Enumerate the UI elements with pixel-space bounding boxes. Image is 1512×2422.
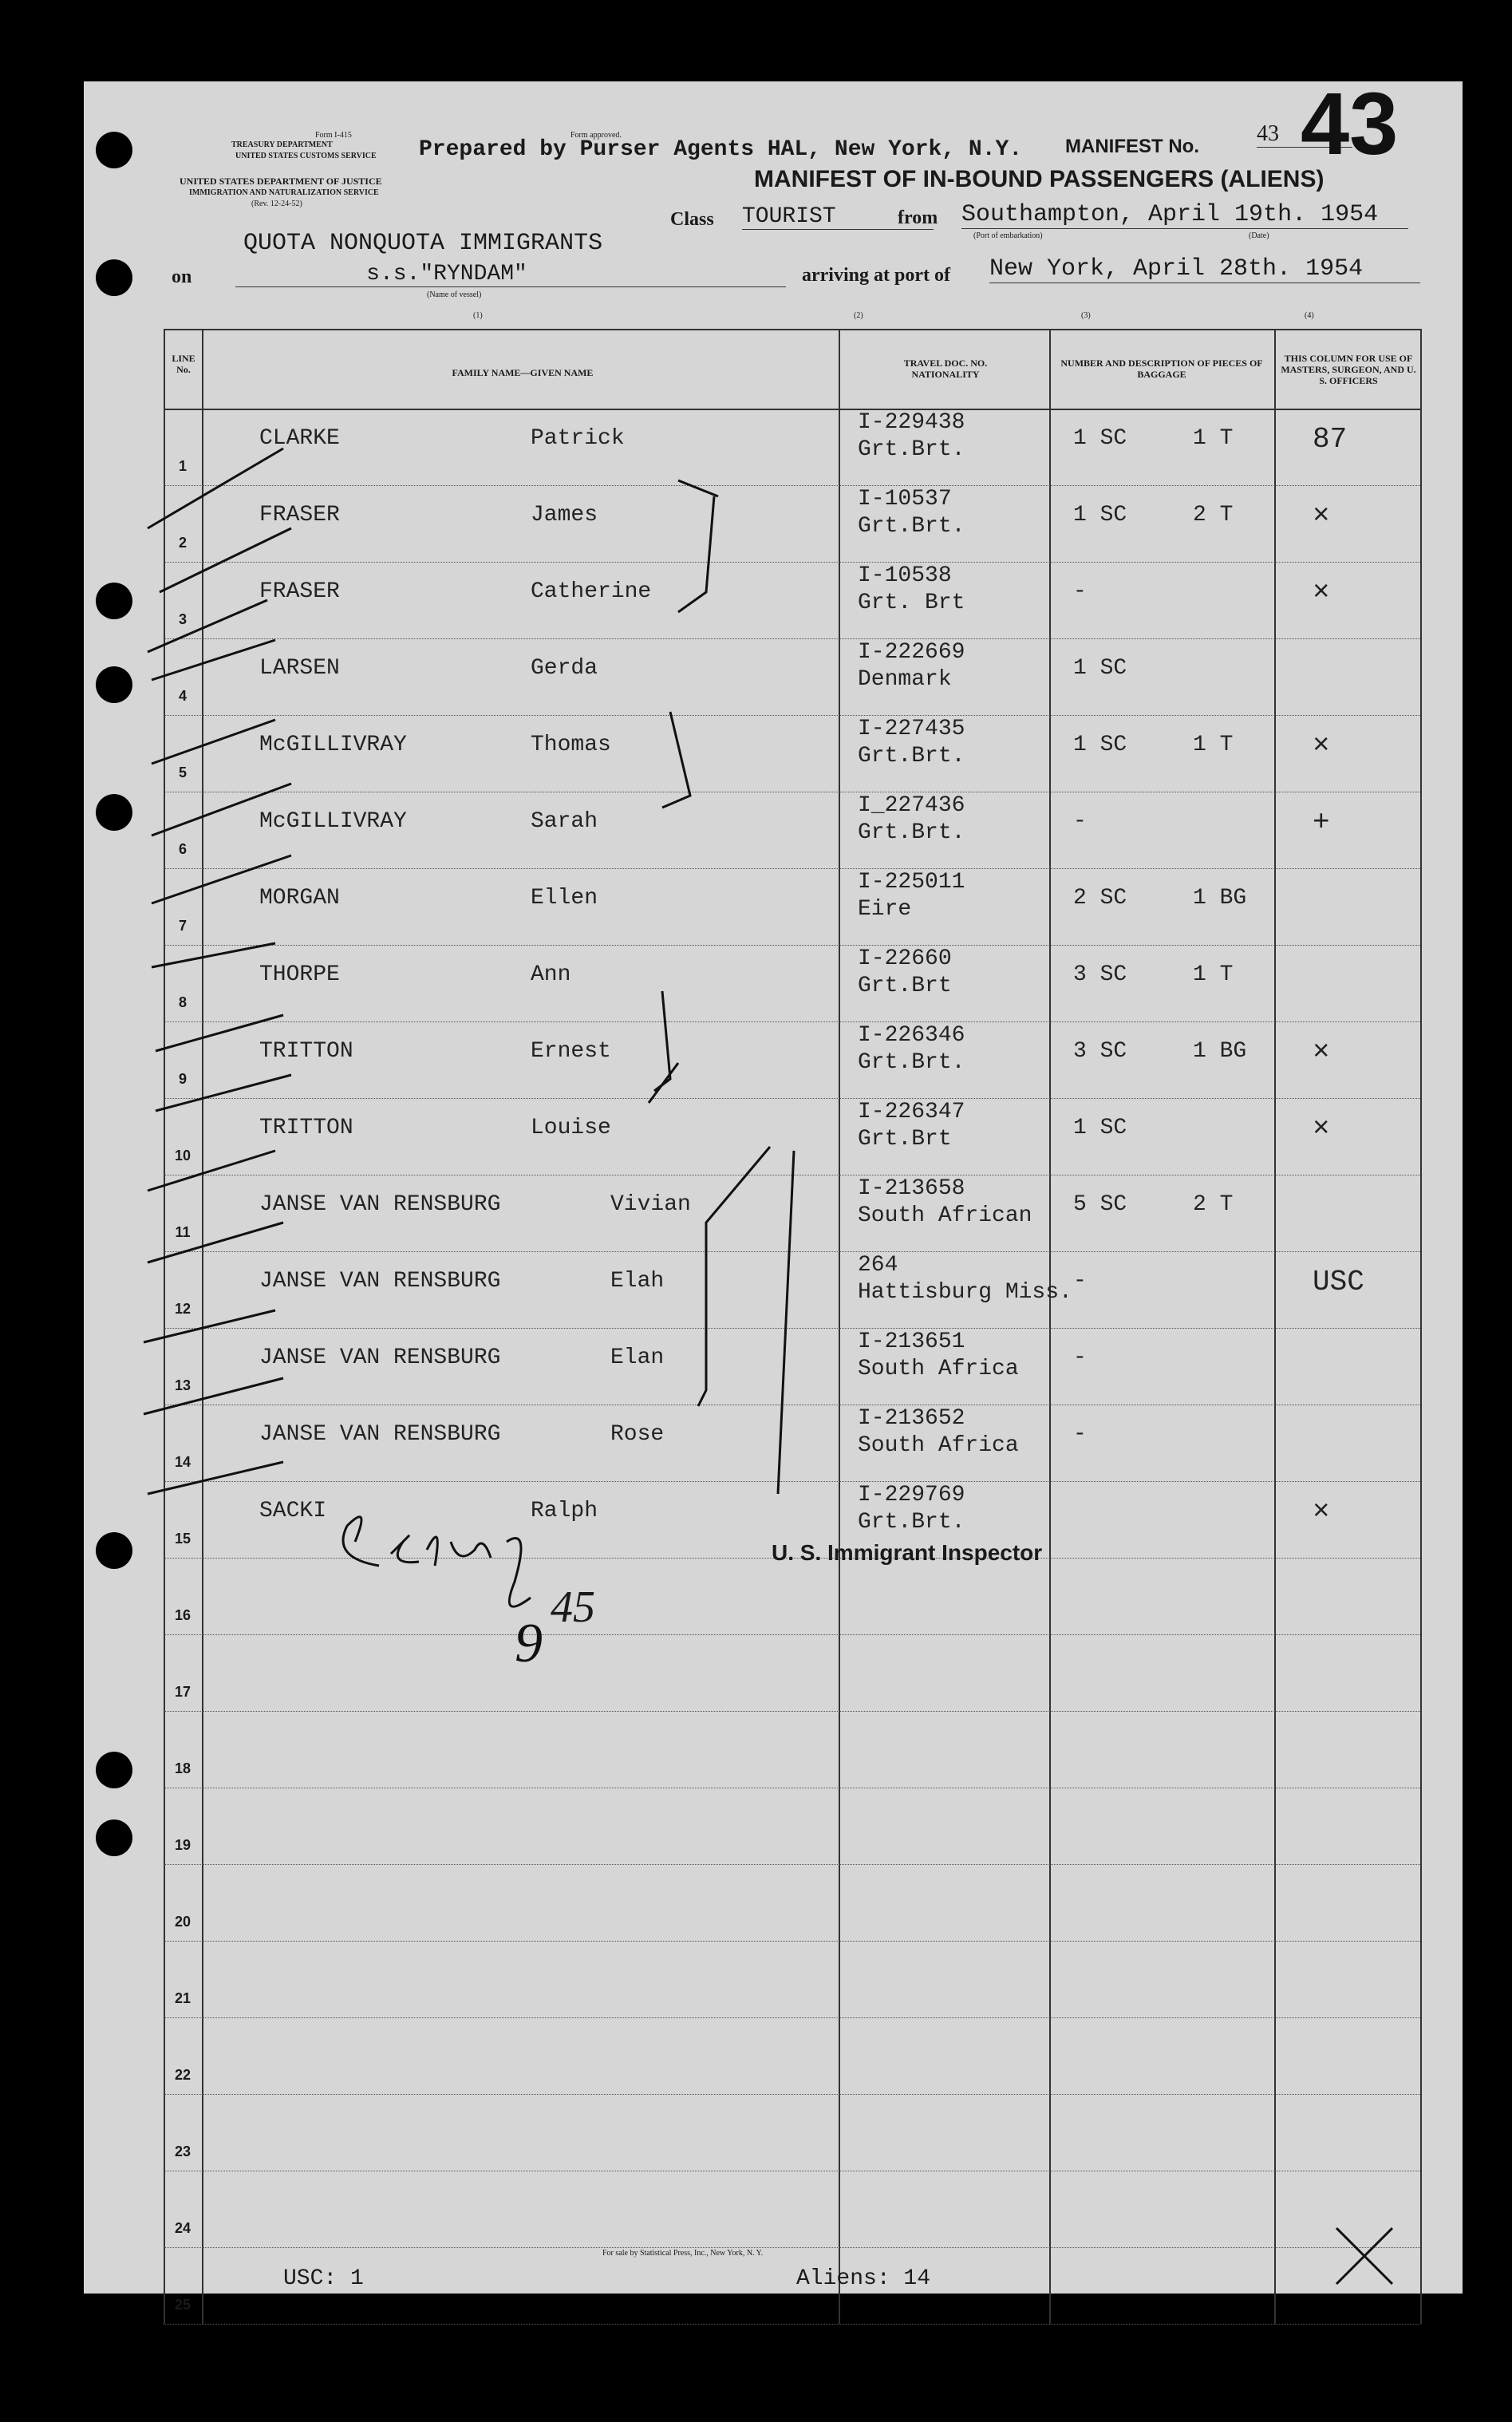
punch-hole bbox=[96, 1752, 132, 1788]
nationality: South Africa bbox=[858, 1433, 1019, 1458]
travel-doc-number: I-213651 bbox=[858, 1330, 965, 1354]
class-value: TOURIST bbox=[742, 204, 934, 230]
line-number: 18 bbox=[174, 1760, 191, 1776]
punch-hole bbox=[96, 259, 132, 296]
nationality: Grt.Brt bbox=[858, 974, 952, 998]
given-name: Ann bbox=[531, 962, 571, 987]
family-name: FRASER bbox=[259, 503, 340, 527]
nationality: Grt.Brt. bbox=[858, 820, 965, 845]
col-num-2: (2) bbox=[854, 311, 863, 320]
family-name: McGILLIVRAY bbox=[259, 809, 407, 834]
nationality: Eire bbox=[858, 897, 912, 922]
manifest-title: MANIFEST OF IN-BOUND PASSENGERS (ALIENS) bbox=[754, 166, 1324, 192]
travel-doc-number: I-229438 bbox=[858, 410, 965, 435]
line-number: 19 bbox=[174, 1837, 191, 1853]
given-name: James bbox=[531, 503, 598, 527]
travel-doc-number: I-229769 bbox=[858, 1483, 965, 1507]
punch-hole bbox=[96, 1819, 132, 1856]
family-name: MORGAN bbox=[259, 886, 340, 911]
manifest-label: MANIFEST No. bbox=[1065, 136, 1199, 157]
baggage-pieces: 1 SC bbox=[1073, 426, 1127, 451]
officer-mark: + bbox=[1313, 806, 1330, 839]
punch-hole bbox=[96, 583, 132, 619]
aliens-count: Aliens: 14 bbox=[796, 2266, 931, 2291]
baggage-pieces: 1 SC bbox=[1073, 733, 1127, 757]
arriving-label: arriving at port of bbox=[802, 265, 950, 286]
given-name: Catherine bbox=[531, 579, 652, 604]
line-number: 24 bbox=[174, 2220, 191, 2236]
travel-doc-number: I-213652 bbox=[858, 1406, 965, 1431]
baggage-pieces: 1 SC bbox=[1073, 503, 1127, 527]
nationality: South African bbox=[858, 1203, 1032, 1228]
family-name: JANSE VAN RENSBURG bbox=[259, 1192, 501, 1217]
family-name: SACKI bbox=[259, 1499, 327, 1523]
quota-heading: QUOTA NONQUOTA IMMIGRANTS bbox=[243, 230, 603, 257]
page-number-stamp: 43 bbox=[1301, 75, 1399, 173]
family-name: TRITTON bbox=[259, 1116, 353, 1140]
nationality: South Africa bbox=[858, 1357, 1019, 1381]
nationality: Grt.Brt. bbox=[858, 1050, 965, 1075]
baggage-description: 2 T bbox=[1193, 503, 1234, 527]
officer-mark: USC bbox=[1313, 1266, 1364, 1298]
line-number: 22 bbox=[174, 2067, 191, 2083]
family-name: TRITTON bbox=[259, 1039, 353, 1064]
line-number: 20 bbox=[174, 1914, 191, 1930]
travel-doc-number: I-222669 bbox=[858, 640, 965, 665]
handwritten-time: 45 bbox=[551, 1582, 595, 1632]
line-number: 25 bbox=[174, 2297, 191, 2313]
row-rule bbox=[164, 2324, 1420, 2325]
header-line-no: LINE No. bbox=[172, 353, 195, 375]
port-embarkation-label: (Port of embarkation) bbox=[973, 231, 1043, 240]
punch-hole bbox=[96, 1532, 132, 1569]
line-number: 12 bbox=[174, 1301, 191, 1317]
baggage-pieces: 2 SC bbox=[1073, 886, 1127, 911]
baggage-description: 1 BG bbox=[1193, 886, 1247, 911]
officer-mark: × bbox=[1313, 576, 1330, 609]
manifest-number: 43 bbox=[1257, 121, 1352, 148]
family-name: McGILLIVRAY bbox=[259, 733, 407, 757]
prepared-by: Prepared by Purser Agents HAL, New York, N.Y. bbox=[419, 137, 1023, 162]
baggage-pieces: 3 SC bbox=[1073, 1039, 1127, 1064]
nationality: Hattisburg Miss. bbox=[858, 1280, 1072, 1305]
col-num-1: (1) bbox=[473, 311, 483, 320]
baggage-pieces: 3 SC bbox=[1073, 962, 1127, 987]
line-number: 23 bbox=[174, 2143, 191, 2159]
nationality: Grt.Brt. bbox=[858, 1510, 965, 1535]
officer-mark: × bbox=[1313, 1112, 1330, 1145]
family-name: FRASER bbox=[259, 579, 340, 604]
revision: (Rev. 12-24-52) bbox=[251, 200, 302, 208]
nationality: Denmark bbox=[858, 667, 952, 692]
punch-hole bbox=[96, 666, 132, 703]
baggage-description: 1 T bbox=[1193, 733, 1234, 757]
family-name: JANSE VAN RENSBURG bbox=[259, 1422, 501, 1447]
from-label: from bbox=[898, 207, 938, 228]
given-name: Ellen bbox=[531, 886, 598, 911]
travel-doc-number: I-225011 bbox=[858, 870, 965, 895]
arriving-value: New York, April 28th. 1954 bbox=[989, 255, 1420, 283]
line-number: 5 bbox=[178, 765, 187, 780]
printer-credit: For sale by Statistical Press, Inc., New York, N. Y. bbox=[602, 2249, 764, 2258]
class-label: Class bbox=[670, 209, 714, 230]
line-number: 8 bbox=[178, 994, 187, 1010]
line-number: 10 bbox=[174, 1148, 191, 1164]
officer-mark: × bbox=[1313, 1036, 1330, 1069]
given-name: Sarah bbox=[531, 809, 598, 834]
header-name: FAMILY NAME—GIVEN NAME bbox=[452, 367, 594, 378]
officer-mark: × bbox=[1313, 500, 1330, 532]
travel-doc-number: I-10538 bbox=[858, 563, 952, 588]
line-number: 17 bbox=[174, 1684, 191, 1700]
dept-justice: UNITED STATES DEPARTMENT OF JUSTICE bbox=[180, 176, 382, 187]
line-number: 11 bbox=[175, 1224, 191, 1240]
given-name: Gerda bbox=[531, 656, 598, 681]
travel-doc-number: I-227435 bbox=[858, 717, 965, 741]
nationality: Grt.Brt bbox=[858, 1127, 952, 1152]
line-number: 13 bbox=[174, 1377, 191, 1393]
given-name: Louise bbox=[531, 1116, 611, 1140]
punch-hole bbox=[96, 794, 132, 831]
baggage-pieces: - bbox=[1073, 579, 1087, 604]
on-label: on bbox=[172, 267, 192, 287]
svg-text:9: 9 bbox=[515, 1613, 543, 1674]
travel-doc-number: I_227436 bbox=[858, 793, 965, 818]
travel-doc-number: I-226347 bbox=[858, 1100, 965, 1124]
col-num-4: (4) bbox=[1305, 311, 1314, 320]
date-label: (Date) bbox=[1249, 231, 1269, 240]
baggage-description: 1 T bbox=[1193, 426, 1234, 451]
baggage-pieces: 1 SC bbox=[1073, 1116, 1127, 1140]
family-name: LARSEN bbox=[259, 656, 340, 681]
form-number: Form I-415 bbox=[315, 131, 352, 140]
line-number: 7 bbox=[178, 918, 187, 934]
nationality: Grt.Brt. bbox=[858, 744, 965, 768]
baggage-pieces: 5 SC bbox=[1073, 1192, 1127, 1217]
given-name: Rose bbox=[610, 1422, 665, 1447]
header-baggage: NUMBER AND DESCRIPTION OF PIECES OF BAGGAGE bbox=[1060, 358, 1263, 380]
travel-doc-number: I-10537 bbox=[858, 487, 952, 512]
line-number: 14 bbox=[174, 1454, 191, 1470]
given-name: Ernest bbox=[531, 1039, 611, 1064]
baggage-pieces: - bbox=[1073, 1422, 1087, 1447]
given-name: Elah bbox=[610, 1269, 665, 1294]
baggage-pieces: 1 SC bbox=[1073, 656, 1127, 681]
line-number: 4 bbox=[178, 688, 187, 704]
baggage-description: 2 T bbox=[1193, 1192, 1234, 1217]
line-number: 15 bbox=[174, 1531, 191, 1547]
handwritten-ink bbox=[84, 81, 1463, 2294]
usc-count: USC: 1 bbox=[283, 2266, 364, 2291]
given-name: Patrick bbox=[531, 426, 625, 451]
travel-doc-number: I-22660 bbox=[858, 946, 952, 971]
from-value: Southampton, April 19th. 1954 bbox=[961, 201, 1408, 229]
baggage-pieces: - bbox=[1073, 1269, 1087, 1294]
line-number: 16 bbox=[174, 1607, 191, 1623]
travel-doc-number: 264 bbox=[858, 1253, 898, 1278]
family-name: THORPE bbox=[259, 962, 340, 987]
given-name: Elan bbox=[610, 1345, 665, 1370]
punch-hole bbox=[96, 132, 132, 168]
line-number: 9 bbox=[178, 1071, 187, 1087]
officer-mark: × bbox=[1313, 1495, 1330, 1528]
family-name: JANSE VAN RENSBURG bbox=[259, 1269, 501, 1294]
dept-customs: UNITED STATES CUSTOMS SERVICE bbox=[235, 152, 377, 160]
travel-doc-number: I-213658 bbox=[858, 1176, 965, 1201]
baggage-description: 1 T bbox=[1193, 962, 1234, 987]
vessel-name: s.s."RYNDAM" bbox=[235, 262, 786, 287]
baggage-pieces: - bbox=[1073, 1345, 1087, 1370]
given-name: Thomas bbox=[531, 733, 611, 757]
officer-mark: 87 bbox=[1313, 423, 1348, 456]
col-num-3: (3) bbox=[1081, 311, 1091, 320]
nationality: Grt.Brt. bbox=[858, 514, 965, 539]
line-number: 3 bbox=[178, 611, 187, 627]
nationality: Grt. Brt bbox=[858, 591, 965, 615]
baggage-description: 1 BG bbox=[1193, 1039, 1247, 1064]
line-number: 6 bbox=[178, 841, 187, 857]
dept-ins: IMMIGRATION AND NATURALIZATION SERVICE bbox=[189, 188, 379, 197]
header-officers: THIS COLUMN FOR USE OF MASTERS, SURGEON, AND U. S. OFFICERS bbox=[1281, 353, 1416, 386]
line-number: 21 bbox=[174, 1990, 191, 2006]
given-name: Ralph bbox=[531, 1499, 598, 1523]
line-number: 1 bbox=[178, 458, 187, 474]
given-name: Vivian bbox=[610, 1192, 691, 1217]
baggage-pieces: - bbox=[1073, 809, 1087, 834]
form-approved: Form approved. bbox=[570, 131, 622, 140]
family-name: CLARKE bbox=[259, 426, 340, 451]
header-travel-doc: TRAVEL DOC. NO. NATIONALITY bbox=[903, 358, 988, 380]
dept-treasury: TREASURY DEPARTMENT bbox=[231, 140, 333, 149]
inspector-label: U. S. Immigrant Inspector bbox=[772, 1540, 1043, 1565]
family-name: JANSE VAN RENSBURG bbox=[259, 1345, 501, 1370]
nationality: Grt.Brt. bbox=[858, 437, 965, 462]
officer-mark: × bbox=[1313, 729, 1330, 762]
travel-doc-number: I-226346 bbox=[858, 1023, 965, 1048]
vessel-label: (Name of vessel) bbox=[427, 290, 482, 299]
manifest-page bbox=[84, 75, 1463, 2313]
line-number: 2 bbox=[178, 535, 187, 551]
